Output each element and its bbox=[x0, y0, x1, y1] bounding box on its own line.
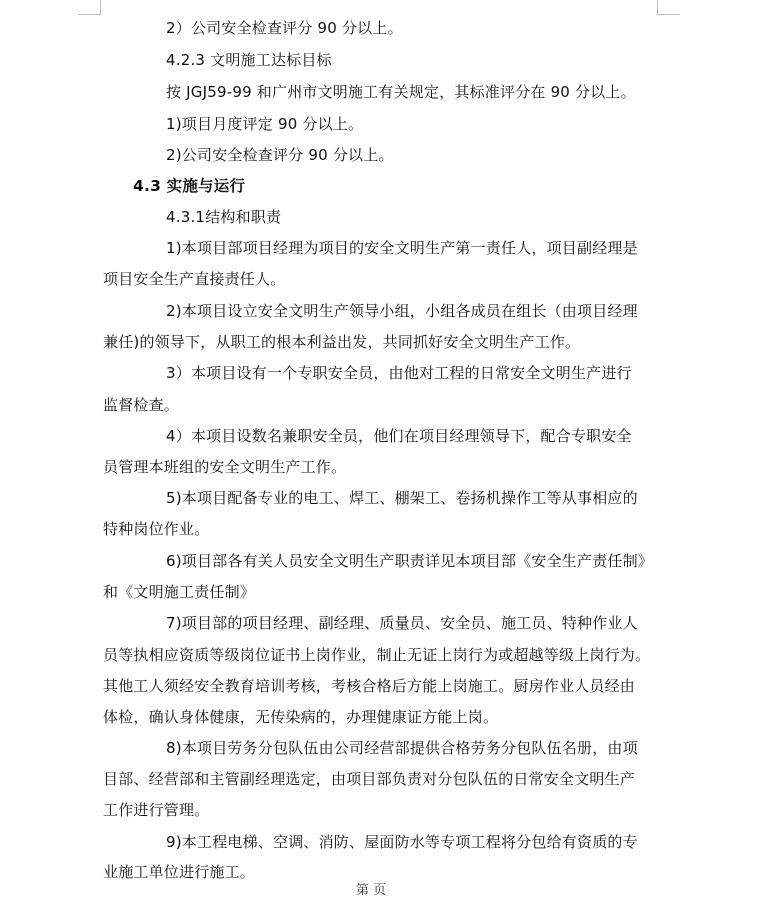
text-line: 监督检查。 bbox=[103, 396, 180, 414]
text-line: 项目安全生产直接责任人。 bbox=[103, 270, 286, 288]
text-line: 员管理本班组的安全文明生产工作。 bbox=[103, 458, 347, 476]
text-line: 按 JGJ59-99 和广州市文明施工有关规定，其标准评分在 90 分以上。 bbox=[166, 83, 636, 101]
text-line: 5)本项目配备专业的电工、焊工、棚架工、卷扬机操作工等从事相应的 bbox=[166, 489, 638, 507]
text-line: 9)本工程电梯、空调、消防、屋面防水等专项工程将分包给有资质的专 bbox=[166, 833, 638, 851]
subheading-4-3-1: 4.3.1结构和职责 bbox=[166, 208, 282, 226]
text-line: 2)本项目设立安全文明生产领导小组，小组各成员在组长（由项目经理 bbox=[166, 302, 638, 320]
text-line: 6)项目部各有关人员安全文明生产职责详见本项目部《安全生产责任制》 bbox=[166, 552, 653, 570]
text-line: 其他工人须经安全教育培训考核，考核合格后方能上岗施工。厨房作业人员经由 bbox=[103, 677, 636, 695]
text-line: 1)本项目部项目经理为项目的安全文明生产第一责任人，项目副经理是 bbox=[166, 239, 638, 257]
text-line: 1)项目月度评定 90 分以上。 bbox=[166, 115, 364, 133]
text-line: 4）本项目设数名兼职安全员，他们在项目经理领导下，配合专职安全 bbox=[166, 427, 632, 445]
crop-mark-top-left-vertical bbox=[100, 0, 101, 14]
text-line: 工作进行管理。 bbox=[103, 801, 210, 819]
crop-mark-top-right-vertical bbox=[657, 0, 658, 14]
text-line: 兼任)的领导下，从职工的根本利益出发，共同抓好安全文明生产工作。 bbox=[103, 333, 581, 351]
subheading-4-2-3: 4.2.3 文明施工达标目标 bbox=[166, 51, 332, 69]
text-line: 3）本项目设有一个专职安全员，由他对工程的日常安全文明生产进行 bbox=[166, 364, 632, 382]
text-line: 目部、经营部和主管副经理选定，由项目部负责对分包队伍的日常安全文明生产 bbox=[103, 770, 636, 788]
text-line: 8)本项目劳务分包队伍由公司经营部提供合格劳务分包队伍名册，由项 bbox=[166, 739, 638, 757]
text-line: 业施工单位进行施工。 bbox=[103, 863, 256, 881]
crop-mark-top-right-horizontal bbox=[657, 14, 680, 15]
page-number-footer: 第 页 bbox=[356, 883, 387, 898]
text-line: 2）公司安全检查评分 90 分以上。 bbox=[166, 19, 403, 37]
text-line: 体检，确认身体健康，无传染病的，办理健康证方能上岗。 bbox=[103, 708, 499, 726]
section-heading-4-3: 4.3 实施与运行 bbox=[133, 177, 246, 195]
text-line: 7)项目部的项目经理、副经理、质量员、安全员、施工员、特种作业人 bbox=[166, 614, 638, 632]
text-line: 员等执相应资质等级岗位证书上岗作业，制止无证上岗行为或超越等级上岗行为。 bbox=[103, 646, 651, 664]
text-line: 特种岗位作业。 bbox=[103, 520, 210, 538]
text-line: 和《文明施工责任制》 bbox=[103, 583, 256, 601]
crop-mark-top-left-horizontal bbox=[78, 14, 101, 15]
text-line: 2)公司安全检查评分 90 分以上。 bbox=[166, 146, 394, 164]
